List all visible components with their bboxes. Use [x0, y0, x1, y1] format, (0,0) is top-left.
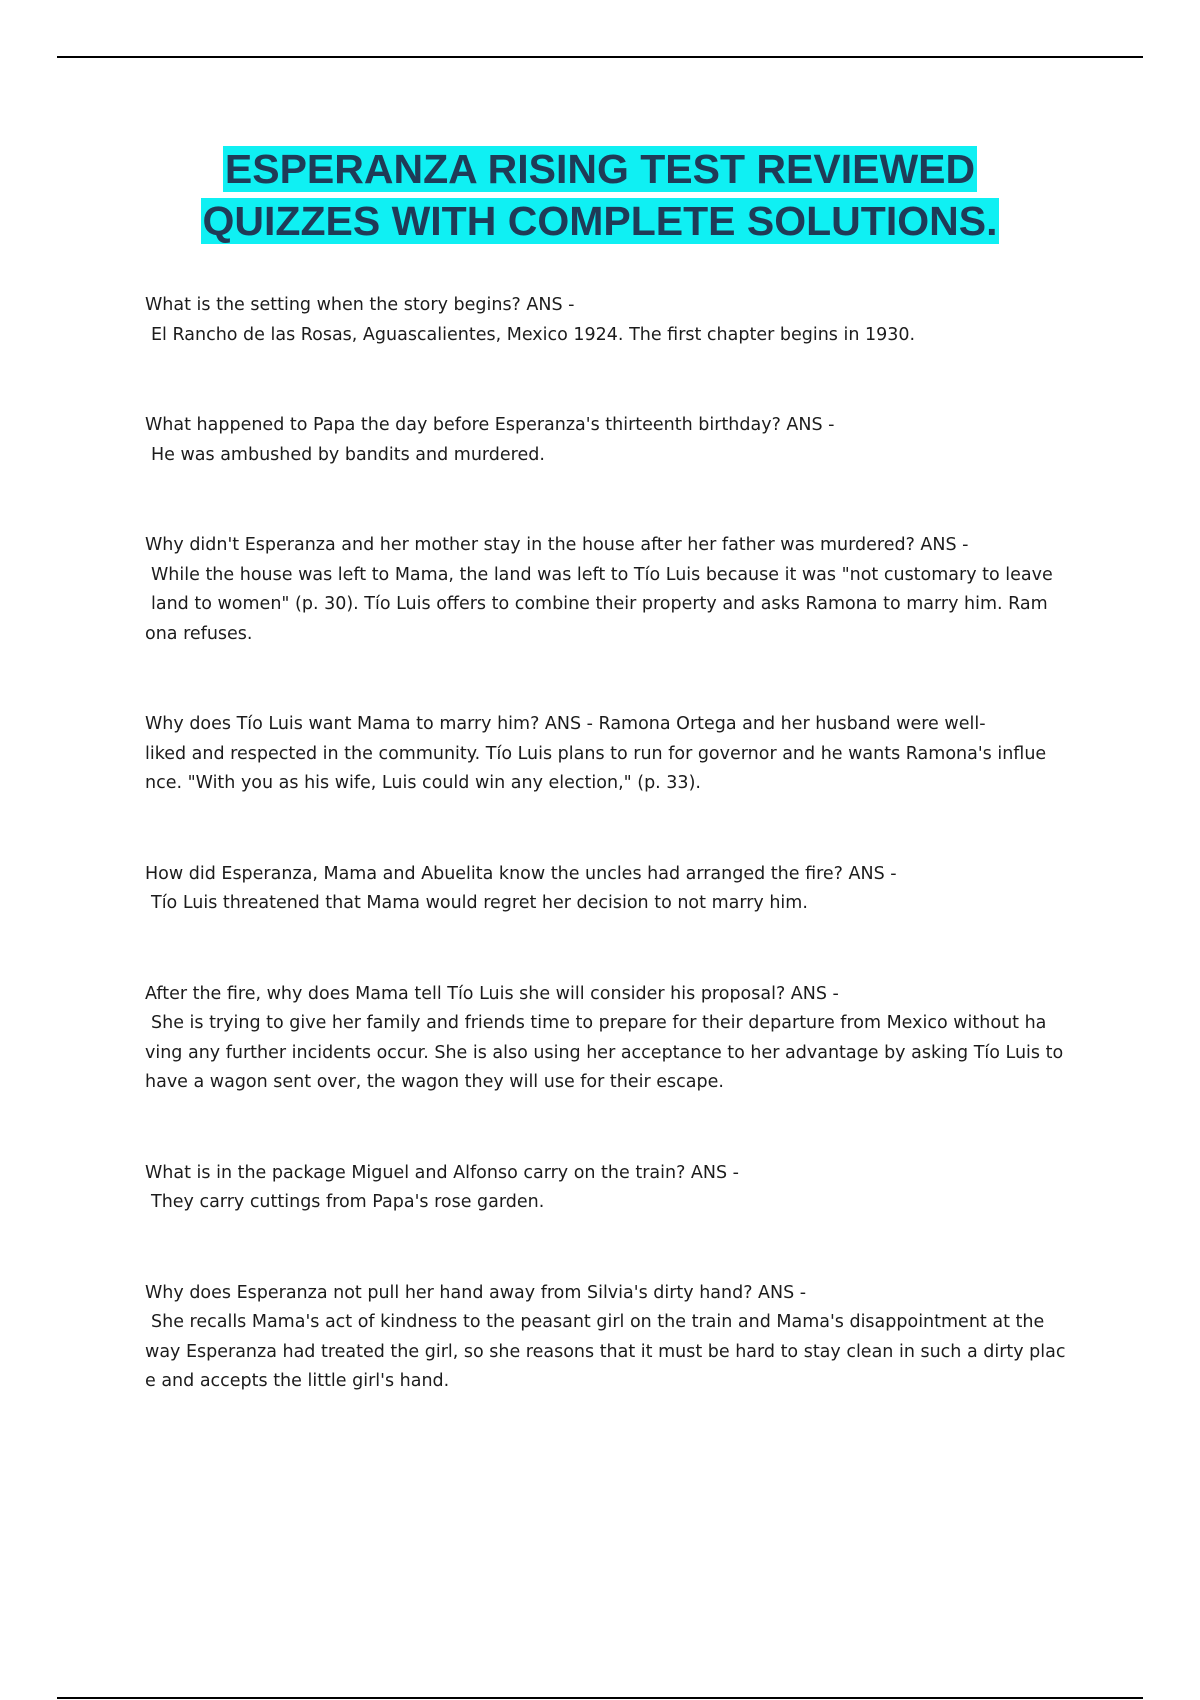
title-line-2: QUIZZES WITH COMPLETE SOLUTIONS. [202, 198, 998, 244]
answer: She is trying to give her family and friends time to prepare for their departure from Mexico without ha [151, 1013, 1047, 1033]
answer-line: ona refuses. [145, 623, 253, 644]
qa-line: liked and respected in the community. Tío Luis plans to run for governor and he wants Ramona's influe [145, 743, 1047, 764]
qa-line: Why does Tío Luis want Mama to marry him? ANS - Ramona Ortega and her husband were well- [145, 714, 986, 734]
answer: She recalls Mama's act of kindness to the peasant girl on the train and Mama's disappointment at the [151, 1312, 1045, 1332]
qa-item [145, 860, 1090, 919]
qa-item [145, 291, 1090, 350]
answer-line: e and accepts the little girl's hand. [145, 1371, 450, 1391]
question: What is in the package Miguel and Alfonso carry on the train? ANS - [145, 1162, 739, 1183]
qa-item [145, 980, 1090, 1098]
answer-line: ving any further incidents occur. She is also using her acceptance to her advantage by asking Tío Luis to [145, 1042, 1064, 1063]
question: What is the setting when the story begins? ANS - [145, 295, 575, 315]
qa-item [145, 710, 1090, 799]
answer-line: land to women" (p. 30). Tío Luis offers to combine their property and asks Ramona to marry him. Ram [151, 594, 1048, 614]
top-rule [57, 56, 1143, 58]
answer: He was ambushed by bandits and murdered. [151, 444, 545, 465]
qa-item [145, 531, 1090, 649]
qa-item [145, 411, 1090, 470]
qa-item [145, 1159, 1090, 1218]
qa-list [145, 291, 1090, 1397]
qa-item [145, 1279, 1090, 1397]
question: How did Esperanza, Mama and Abuelita know the uncles had arranged the fire? ANS - [145, 863, 897, 884]
document-title [0, 143, 1200, 247]
answer-line: While the house was left to Mama, the land was left to Tío Luis because it was "not customary to leave [151, 564, 1053, 585]
question: What happened to Papa the day before Esperanza's thirteenth birthday? ANS - [145, 415, 835, 435]
question: Why didn't Esperanza and her mother stay in the house after her father was murdered? ANS - [145, 535, 969, 555]
question: Why does Esperanza not pull her hand away from Silvia's dirty hand? ANS - [145, 1282, 807, 1303]
title-line-1: ESPERANZA RISING TEST REVIEWED [224, 146, 976, 192]
qa-line: nce. "With you as his wife, Luis could win any election," (p. 33). [145, 773, 701, 793]
answer-line: have a wagon sent over, the wagon they will use for their escape. [145, 1072, 724, 1092]
answer: El Rancho de las Rosas, Aguascalientes, Mexico 1924. The first chapter begins in 1930. [151, 324, 916, 345]
bottom-rule [57, 1697, 1143, 1699]
answer-line: way Esperanza had treated the girl, so she reasons that it must be hard to stay clean in such a dirty plac [145, 1341, 1066, 1362]
question: After the fire, why does Mama tell Tío Luis she will consider his proposal? ANS - [145, 983, 839, 1004]
answer: Tío Luis threatened that Mama would regret her decision to not marry him. [151, 893, 808, 913]
answer: They carry cuttings from Papa's rose garden. [151, 1192, 545, 1212]
